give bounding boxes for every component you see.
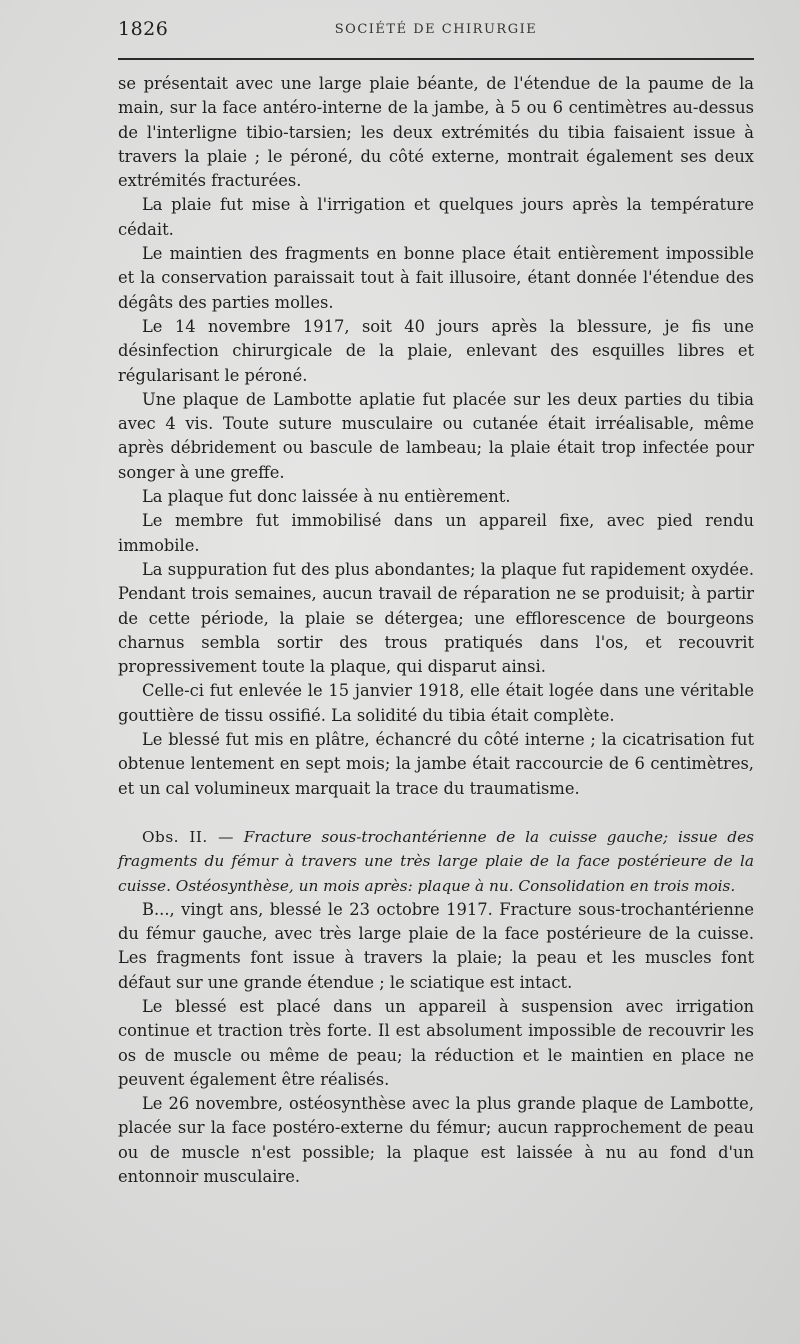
paragraph: Le 26 novembre, ostéosynthèse avec la plus grande plaque de Lambotte, placée sur la face postéro-externe du fémur; aucun rapprochement de peau ou de muscle n'est possible; la plaque est laissée à nu au fond d'un entonnoir musculaire. bbox=[118, 1094, 754, 1187]
body-text bbox=[118, 72, 754, 1189]
paragraph: Le blessé est placé dans un appareil à suspension avec irrigation continue et traction très forte. Il est absolument impossible de recouvrir les os de muscle ou même de peau; la réduction et le maintien en place ne peuvent également être réalisés. bbox=[118, 996, 754, 1089]
paragraph: Le maintien des fragments en bonne place était entièrement impossible et la conservation paraissait tout à fait illusoire, étant donnée l'étendue des dégâts des parties molles. bbox=[118, 244, 754, 312]
observation-title: Fracture sous-trochantérienne de la cuisse gauche; issue des fragments du fémur à travers une très large plaie de la face postérieure de la cuisse. Ostéosynthèse, un mois après: plaque à nu. Consolidation en trois mois. bbox=[118, 827, 754, 895]
paragraph: Le blessé fut mis en plâtre, échancré du côté interne ; la cicatrisation fut obtenue lentement en sept mois; la jambe était raccourcie de 6 centimètres, et un cal volumineux marquait la trace du traumatisme. bbox=[118, 730, 754, 798]
observation-label: Obs. II. — bbox=[142, 827, 234, 846]
paragraph: B..., vingt ans, blessé le 23 octobre 1917. Fracture sous-trochantérienne du fémur gauche, avec très large plaie de la face postérieure de la cuisse. Les fragments font issue à travers la plaie; la peau et les muscles font défaut sur une grande étendue ; le sciatique est intact. bbox=[118, 899, 754, 992]
header-rule bbox=[118, 58, 754, 60]
page-header bbox=[118, 18, 754, 44]
paragraph: Celle-ci fut enlevée le 15 janvier 1918, elle était logée dans une véritable gouttière de tissu ossifié. La solidité du tibia était complète. bbox=[118, 681, 754, 725]
paragraph: Une plaque de Lambotte aplatie fut placée sur les deux parties du tibia avec 4 vis. Toute suture musculaire ou cutanée était irréalisable, même après débridement ou bascule de lambeau; la plaie était trop infectée pour songer à une greffe. bbox=[118, 389, 754, 482]
running-head: SOCIÉTÉ DE CHIRURGIE bbox=[334, 22, 538, 37]
paragraph: se présentait avec une large plaie béante, de l'étendue de la paume de la main, sur la face antéro-interne de la jambe, à 5 ou 6 centimètres au-dessus de l'interligne tibio-tarsien; les deux extrémités du tibia faisaient issue à travers la plaie ; le péroné, du côté externe, montrait également ses deux extrémités fracturées. bbox=[118, 74, 754, 191]
paragraph: La suppuration fut des plus abondantes; la plaque fut rapidement oxydée. Pendant trois semaines, aucun travail de réparation ne se produisit; à partir de cette période, la plaie se détergea; une efflorescence de bourgeons charnus sembla sortir des trous pratiqués dans l'os, et recouvrit propressivement toute la plaque, qui disparut ainsi. bbox=[118, 559, 754, 677]
paragraph: Le membre fut immobilisé dans un appareil fixe, avec pied rendu immobile. bbox=[118, 511, 754, 555]
observation-heading bbox=[118, 825, 754, 898]
paragraph: Le 14 novembre 1917, soit 40 jours après la blessure, je fis une désinfection chirurgicale de la plaie, enlevant des esquilles libres et régularisant le péroné. bbox=[118, 316, 754, 385]
page-number: 1826 bbox=[118, 18, 169, 40]
paragraph: La plaque fut donc laissée à nu entièrement. bbox=[142, 487, 511, 507]
paragraph: La plaie fut mise à l'irrigation et quelques jours après la température cédait. bbox=[118, 195, 754, 239]
